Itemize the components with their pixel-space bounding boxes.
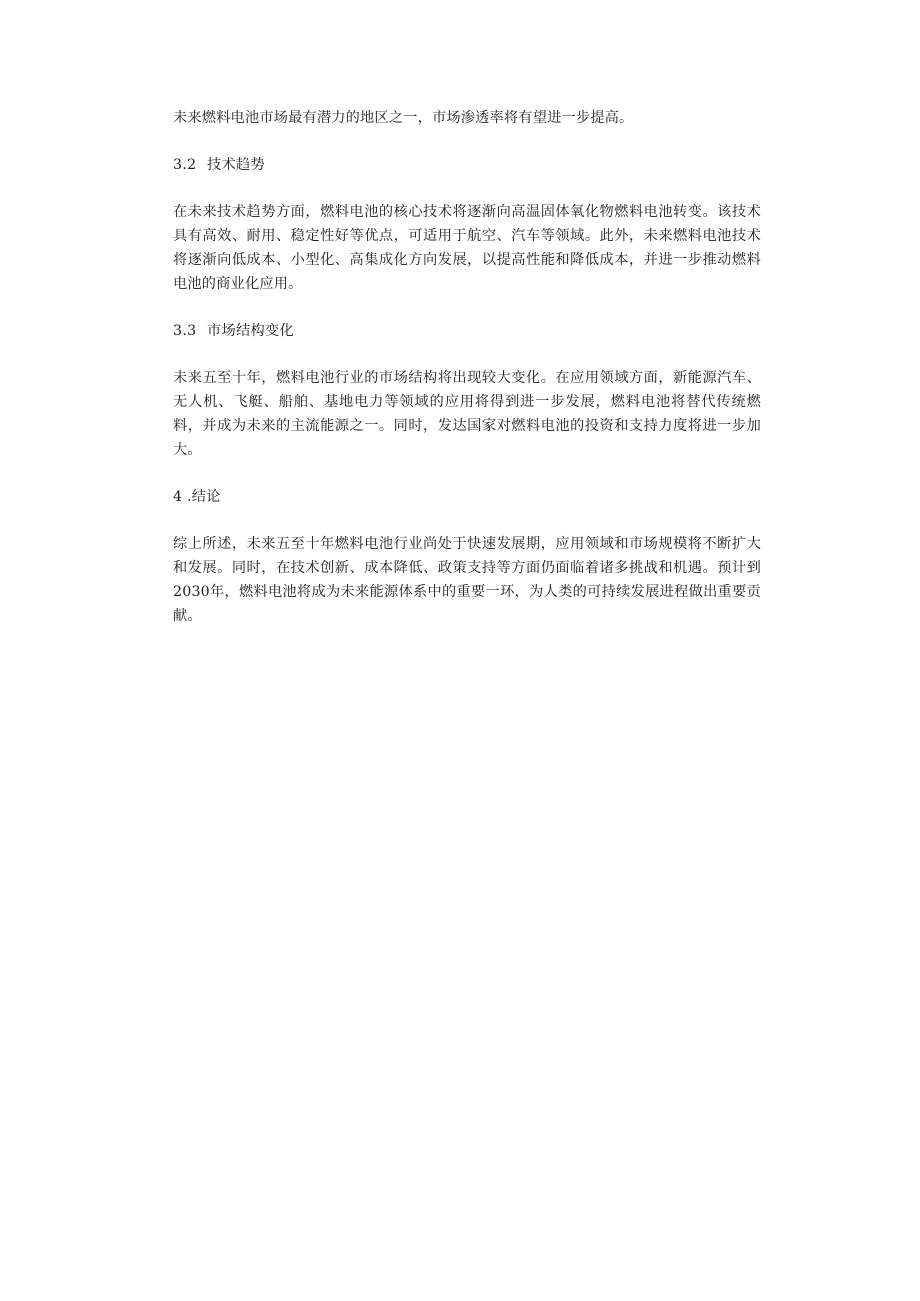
section-heading-3-2 — [173, 153, 761, 177]
paragraph-conclusion: 综上所述，未来五至十年燃料电池行业尚处于快速发展期，应用领域和市场规模将不断扩大和发展。同时，在技术创新、成本降低、政策支持等方面仍面临着诸多挑战和机遇。预计到2030年，燃料电池将成为未来能源体系中的重要一环，为人类的可持续发展进程做出重要贡献。 — [173, 536, 761, 624]
section-number: 4 — [173, 489, 183, 505]
section-number: 3.3 — [173, 323, 197, 339]
section-title: .结论 — [187, 489, 221, 505]
document-body — [173, 106, 761, 628]
section-number: 3.2 — [173, 157, 197, 173]
section-title: 技术趋势 — [207, 157, 265, 173]
paragraph-technology-trends: 在未来技术趋势方面，燃料电池的核心技术将逐渐向高温固体氧化物燃料电池转变。该技术具有高效、耐用、稳定性好等优点，可适用于航空、汽车等领域。此外，未来燃料电池技术将逐渐向低成本、小型化、高集成化方向发展，以提高性能和降低成本，并进一步推动燃料电池的商业化应用。 — [173, 204, 761, 292]
section-heading-3-3 — [173, 319, 761, 343]
paragraph-market-potential: 未来燃料电池市场最有潜力的地区之一，市场渗透率将有望进一步提高。 — [173, 110, 634, 126]
section-title: 市场结构变化 — [207, 323, 294, 339]
section-heading-4 — [173, 485, 761, 509]
paragraph-market-structure: 未来五至十年，燃料电池行业的市场结构将出现较大变化。在应用领域方面，新能源汽车、无人机、飞艇、船舶、基地电力等领域的应用将得到进一步发展，燃料电池将替代传统燃料，并成为未来的主流能源之一。同时，发达国家对燃料电池的投资和支持力度将进一步加大。 — [173, 370, 761, 458]
